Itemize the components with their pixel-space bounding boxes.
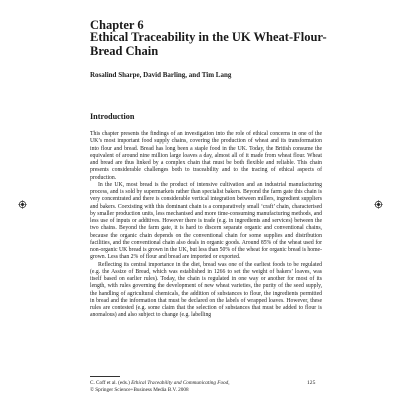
paragraph: This chapter presents the findings of an investigation into the role of ethical concerns in one of the UK’s most important food supply chains, covering the production of wheat and its transformation into flour and bread. Bread has long been a staple food in the UK. Today, the British consume the equivalent of around nine million large loaves a day, almost all of it made from wheat flour. Wheat and bread are thus linked by a complex chain that must be both flexible and reliable. This chain presents considerable challenges both to traceability and to the tracing of ethical aspects of production.: [90, 131, 322, 181]
paragraph: In the UK, most bread is the product of intensive cultivation and an industrial manufacturing process, and is sold by supermarkets rather than specialist bakers. Beyond the farm gate this chain is very concentrated and there is considerable vertical integration between millers, ingredient suppliers and bakers. Coexisting with this dominant chain is a comparatively small ‘craft’ chain, characterised by smaller production units, less mechanised and more time-consuming manufacturing methods, and less use of inputs or additives. However there is trade (e.g. in ingredients and services) between the two chains. Beyond the farm gate, it is hard to discern separate organic and conventional chains, because the organic chain depends on the conventional chain for some supplies and distribution facilities, and the conventional chain also deals in organic goods. Around 85% of the wheat used for non-organic UK bread is grown in the UK, but less than 50% of the wheat for organic bread is home-grown. Less than 2% of flour and bread are imported or exported.: [90, 181, 322, 261]
citation-editors: C. Coff et al. (eds.): [90, 380, 132, 386]
chapter-authors: Rosalind Sharpe, David Barling, and Tim Lang: [90, 71, 232, 79]
section-heading: Introduction: [90, 112, 135, 121]
body-text: [90, 131, 322, 320]
paragraph: Reflecting its central importance in the diet, bread was one of the earliest foods to be regulated (e.g. the Assize of Bread, which was established in 1266 to set the weight of bakers’ loaves, was itself based on earlier rules). Today, the chain is regulated in one way or another for most of its length, with rules governing the development of new wheat varieties, the purity of the seed supply, the handling of agricultural chemicals, the addition of substances to flour, the ingredients permitted in bread and the information that must be declared on the labels of wrapped loaves. However, these rules are contested (e.g. some claim that the selection of substances that must be added to flour is anomalous) and also subject to change (e.g. labelling: [90, 261, 322, 319]
chapter-number: Chapter 6: [90, 18, 144, 32]
citation-book-title: Ethical Traceability and Communicating Food,: [131, 380, 230, 386]
registration-mark-icon: [18, 200, 27, 209]
citation-publisher: © Springer Science+Business Media B.V. 2008: [90, 386, 189, 393]
chapter-title: Ethical Traceability in the UK Wheat-Flour-Bread Chain: [90, 30, 327, 58]
footer-divider: [90, 376, 120, 377]
footer-citation: [90, 380, 330, 393]
registration-mark-icon: [374, 200, 383, 209]
page-number: 125: [307, 380, 316, 386]
